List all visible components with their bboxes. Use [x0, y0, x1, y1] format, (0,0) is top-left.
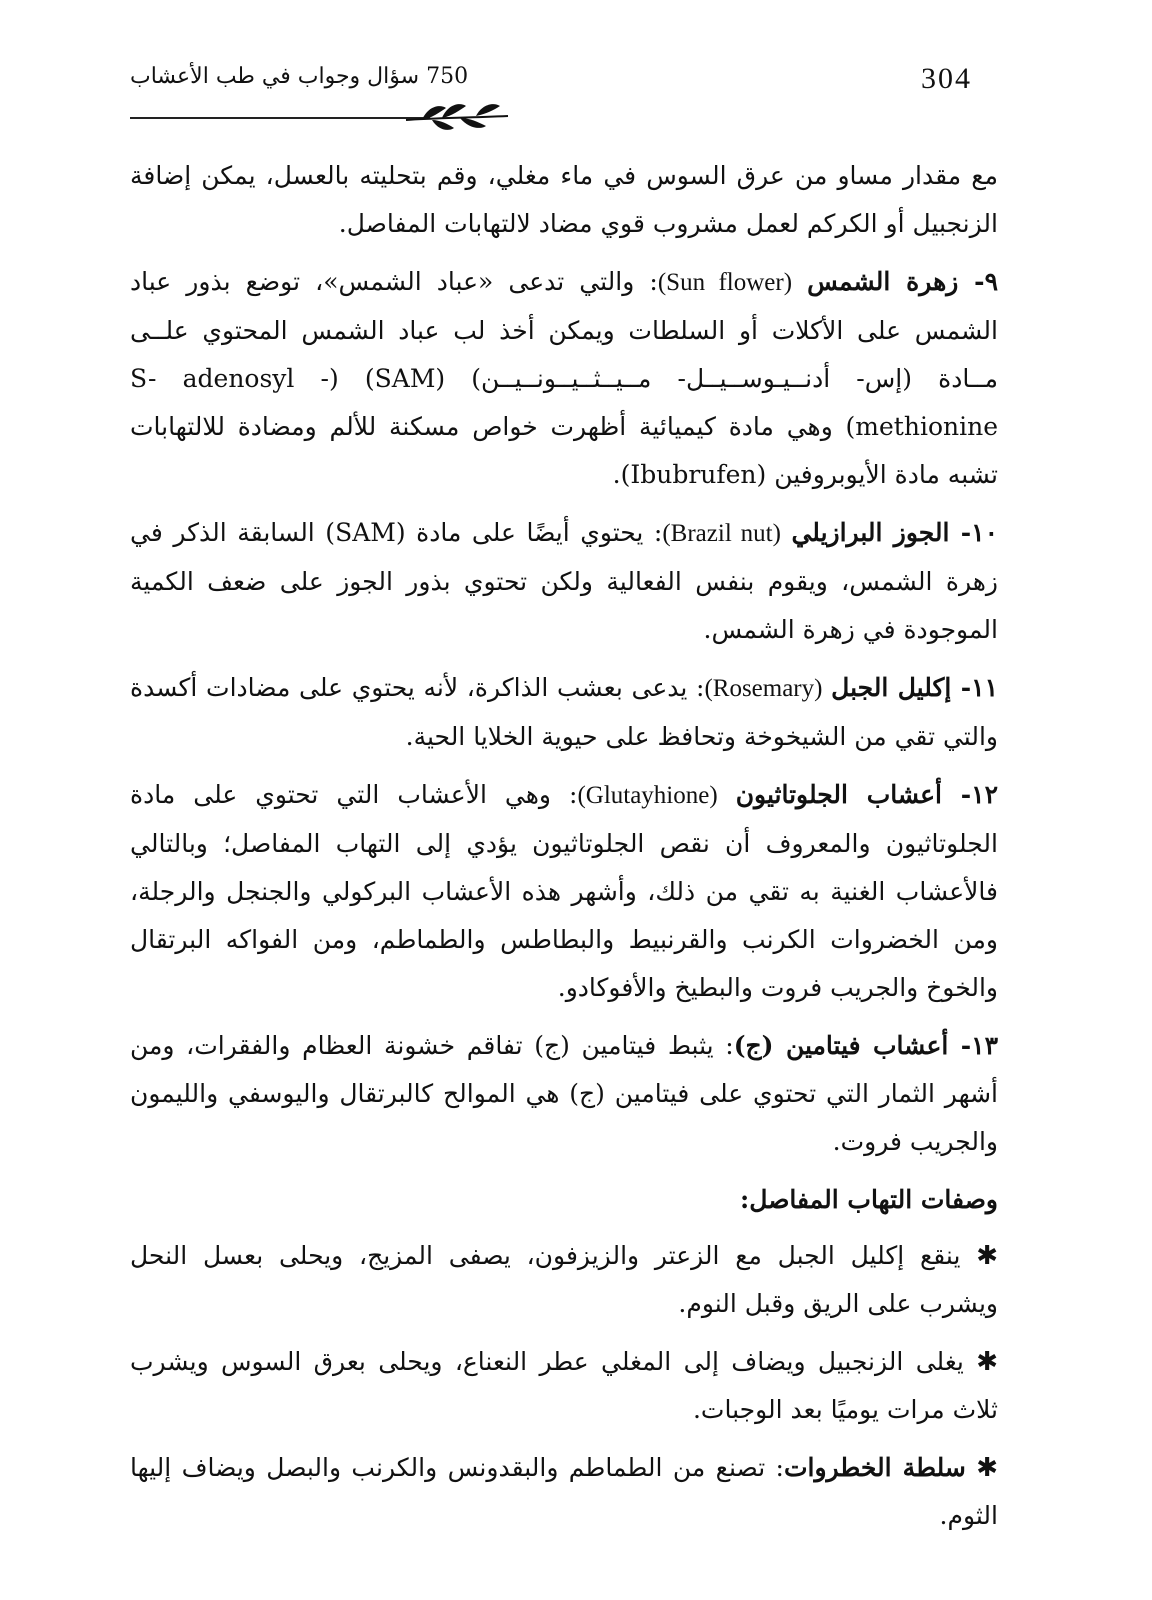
- leaf-ornament-icon: [402, 100, 512, 134]
- item-text: : يدعى بعشب الذاكرة، لأنه يحتوي على مضادات أكسدة والتي تقي من الشيخوخة وتحافظ على حيوية الخلايا الحية.: [130, 673, 998, 751]
- recipe-heading: سلطة الخطروات: [783, 1453, 966, 1482]
- page-body: [130, 152, 998, 1550]
- page-number: 304: [921, 62, 972, 95]
- header-rule: [130, 117, 430, 119]
- asterisk-bullet-icon: ✱: [976, 1241, 998, 1271]
- item-10-brazil-nut: [130, 509, 998, 654]
- item-9-sunflower: [130, 258, 998, 499]
- running-head: 750 سؤال وجواب في طب الأعشاب: [130, 64, 469, 89]
- item-heading: ١٠- الجوز البرازيلي: [791, 518, 998, 547]
- item-text: : وهي الأعشاب التي تحتوي على مادة الجلوتاثيون والمعروف أن نقص الجلوتاثيون يؤدي إلى التهاب المفاصل؛ وبالتالي فالأعشاب الغنية به تقي من ذلك، وأشهر هذه الأعشاب البركولي والجنجل والرجلة، ومن الخضروات الكرنب والقرنبيط والبطاطس والطماطم، ومن الفواكه البرتقال والخوخ والجريب فروت والبطيخ والأفوكادو.: [130, 780, 998, 1002]
- recipe-text: : تصنع من الطماطم والبقدونس والكرنب والبصل ويضاف إليها الثوم.: [130, 1453, 998, 1530]
- item-heading: ٩- زهرة الشمس: [807, 267, 998, 296]
- item-text: : يثبط فيتامين (ج) تفاقم خشونة العظام والفقرات، ومن أشهر الثمار التي تحتوي على فيتامين (ج) هي الموالح كالبرتقال واليوسفي والليمون والجريب فروت.: [130, 1031, 998, 1156]
- intro-paragraph: مع مقدار مساو من عرق السوس في ماء مغلي، وقم بتحليته بالعسل، يمكن إضافة الزنجبيل أو الكركم لعمل مشروب قوي مضاد لالتهابات المفاصل.: [130, 161, 998, 238]
- recipe-text: ينقع إكليل الجبل مع الزعتر والزيزفون، يصفى المزيج، ويحلى بعسل النحل ويشرب على الريق وقبل النوم.: [130, 1241, 998, 1318]
- item-heading: ١١- إكليل الجبل: [831, 673, 999, 702]
- latin-name: (Brazil nut): [662, 520, 781, 547]
- item-text: : والتي تدعى «عباد الشمس»، توضع بذور عباد الشمس على الأكلات أو السلطات ويمكن أخذ لب عباد الشمس المحتوي علــى مــادة (إس- أدنــيـوســيــل- مــيــثــيــونــيــن) (SAM) (S- adenosyl -methionine) وهي مادة كيميائية أظهرت خواص مسكنة للألم ومضادة للالتهابات تشبه مادة الأيوبروفين (Ibubrufen).: [130, 267, 998, 489]
- asterisk-bullet-icon: ✱: [976, 1453, 998, 1483]
- latin-name: (Glutayhione): [577, 782, 718, 809]
- recipe-item: [130, 1444, 998, 1540]
- asterisk-bullet-icon: ✱: [976, 1347, 998, 1377]
- recipe-item: [130, 1232, 998, 1328]
- item-text: : يحتوي أيضًا على مادة (SAM) السابقة الذكر في زهرة الشمس، ويقوم بنفس الفعالية ولكن تحتوي بذور الجوز على ضعف الكمية الموجودة في زهرة الشمس.: [130, 518, 998, 644]
- item-13-vitamin-c: [130, 1022, 998, 1166]
- recipes-section-title: وصفات التهاب المفاصل:: [740, 1185, 998, 1214]
- recipe-text: يغلى الزنجبيل ويضاف إلى المغلي عطر النعناع، ويحلى بعرق السوس ويشرب ثلاث مرات يوميًا بعد الوجبات.: [130, 1347, 998, 1424]
- latin-name: (Sun flower): [657, 269, 793, 296]
- recipe-item: [130, 1338, 998, 1434]
- page-header: [130, 62, 1000, 132]
- item-12-glutathione: [130, 771, 998, 1012]
- item-heading: ١٢- أعشاب الجلوتاثيون: [735, 780, 998, 809]
- item-heading: ١٣- أعشاب فيتامين (ج): [733, 1031, 998, 1060]
- item-11-rosemary: [130, 664, 998, 761]
- latin-name: (Rosemary): [704, 675, 823, 702]
